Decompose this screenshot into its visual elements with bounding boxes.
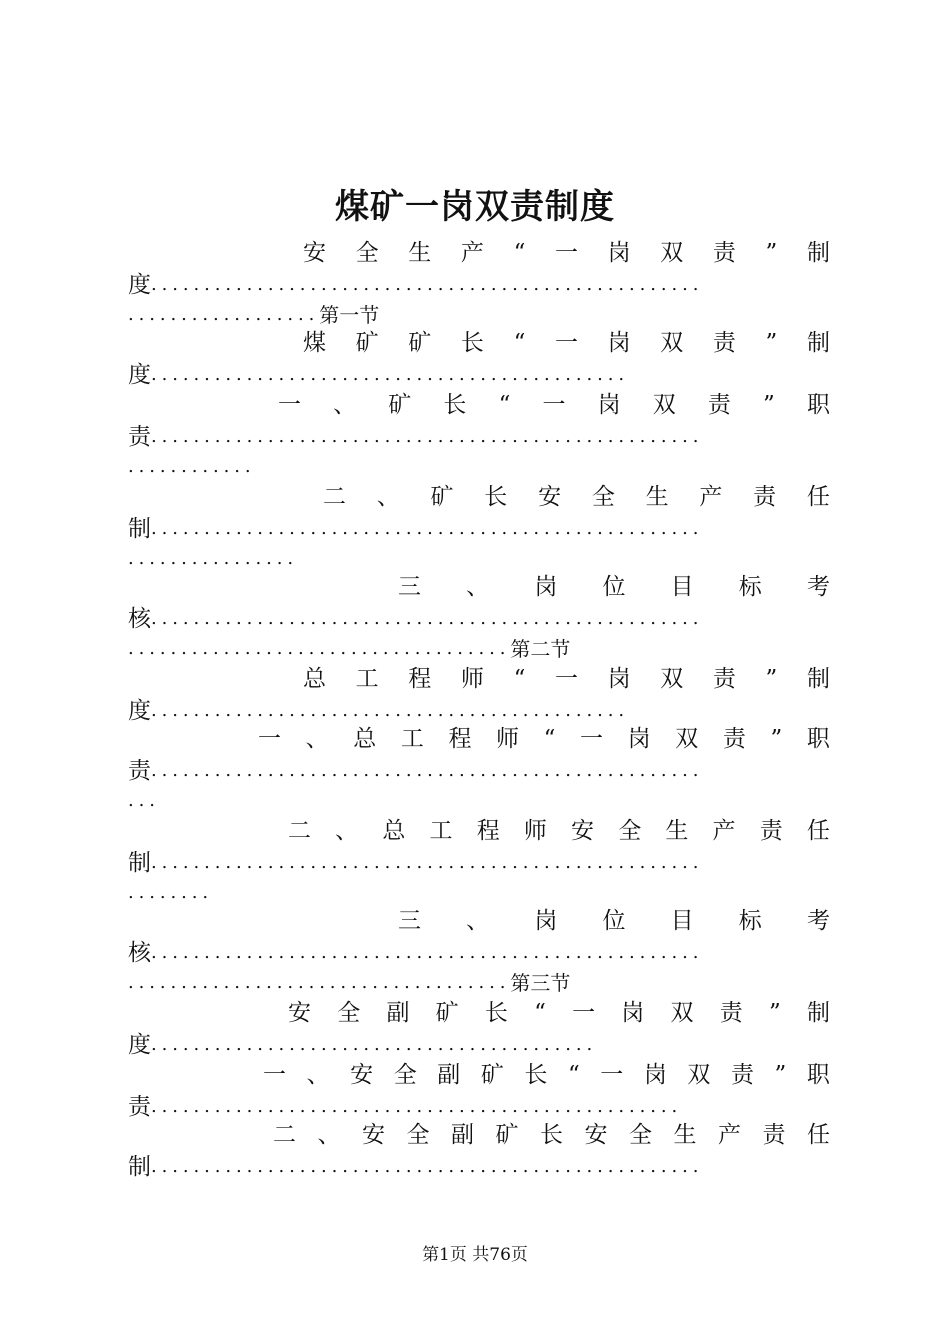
toc-heading-char: 双 bbox=[660, 666, 684, 692]
toc-heading-char: 制 bbox=[806, 330, 830, 356]
toc-heading bbox=[128, 480, 830, 514]
toc-heading-char: 任 bbox=[807, 1122, 830, 1148]
toc-heading-char: 二 bbox=[273, 1122, 296, 1148]
toc-heading-char: 职 bbox=[806, 1062, 830, 1088]
toc-heading-char: 岗 bbox=[607, 330, 631, 356]
toc-heading-char: 一 bbox=[554, 330, 578, 356]
toc-section-label: 第一节 bbox=[319, 303, 380, 327]
toc-heading-char: 矿 bbox=[388, 392, 412, 418]
toc-heading-char: 生 bbox=[408, 240, 432, 266]
toc-leader-line bbox=[128, 968, 830, 998]
toc-heading-char: 责 bbox=[762, 1122, 786, 1148]
toc-heading-char: 一 bbox=[572, 1000, 596, 1026]
toc-heading-char: 工 bbox=[355, 666, 379, 692]
toc-dot-leader: ........ bbox=[128, 882, 213, 903]
toc-heading-char: 位 bbox=[602, 574, 626, 600]
toc-heading-char: 长 bbox=[524, 1062, 548, 1088]
toc-heading-char: 双 bbox=[660, 240, 684, 266]
toc-heading-char: 岗 bbox=[534, 574, 558, 600]
toc-heading bbox=[128, 1058, 830, 1092]
toc-heading-char: 副 bbox=[451, 1122, 474, 1148]
toc-heading-char: 安 bbox=[584, 1122, 608, 1148]
toc-leader-line bbox=[128, 604, 830, 634]
toc-dot-leader: .................................................... bbox=[151, 942, 704, 963]
toc-heading-char: 煤 bbox=[303, 330, 326, 356]
toc-heading-char: ” bbox=[774, 1062, 787, 1088]
toc-heading-tail: 度 bbox=[128, 698, 151, 724]
toc-heading-char: ” bbox=[770, 726, 783, 752]
toc-heading-char: 职 bbox=[806, 726, 830, 752]
toc-heading-char: 安 bbox=[350, 1062, 374, 1088]
toc-heading-char: 、 bbox=[333, 392, 357, 418]
toc-heading-char: “ bbox=[513, 666, 526, 692]
toc-dot-leader: .................................................... bbox=[151, 852, 704, 873]
toc-heading-char: “ bbox=[567, 1062, 580, 1088]
toc-heading-char: 、 bbox=[317, 1122, 341, 1148]
toc-heading bbox=[128, 1118, 830, 1152]
toc-heading-char: 、 bbox=[466, 908, 490, 934]
toc-dot-leader: ............................................. bbox=[151, 364, 629, 385]
toc-heading-char: 标 bbox=[738, 908, 762, 934]
toc-heading-char: 岗 bbox=[621, 1000, 645, 1026]
toc-heading-char: 总 bbox=[353, 726, 377, 752]
toc-heading-char: 生 bbox=[665, 818, 689, 844]
toc-entry[interactable] bbox=[128, 904, 830, 998]
toc-heading-tail: 度 bbox=[128, 1032, 151, 1058]
toc-heading-char: 工 bbox=[400, 726, 424, 752]
toc-heading-char: 二 bbox=[323, 484, 346, 510]
toc-entry[interactable] bbox=[128, 996, 830, 1060]
toc-dot-leader: .................................................... bbox=[151, 760, 704, 781]
toc-heading-char: 责 bbox=[712, 330, 736, 356]
toc-heading-char: 矿 bbox=[355, 330, 379, 356]
toc-heading-char: 安 bbox=[571, 818, 595, 844]
toc-heading-char: 一 bbox=[554, 240, 578, 266]
toc-heading-tail: 核 bbox=[128, 940, 151, 966]
toc-heading-char: 双 bbox=[675, 726, 699, 752]
toc-heading-tail: 制 bbox=[128, 850, 151, 876]
toc-heading-char: 工 bbox=[429, 818, 453, 844]
toc-heading-char: “ bbox=[513, 330, 526, 356]
toc-dot-leader: ............................................. bbox=[151, 700, 629, 721]
toc-heading-char: 岗 bbox=[643, 1062, 667, 1088]
toc-leader-line bbox=[128, 452, 830, 482]
toc-heading-char: 安 bbox=[538, 484, 562, 510]
toc-heading-char: 师 bbox=[496, 726, 520, 752]
toc-dot-leader: .................................................. bbox=[151, 1096, 683, 1117]
toc-dot-leader: .................................................... bbox=[151, 518, 704, 539]
toc-heading-char: 、 bbox=[305, 726, 329, 752]
toc-entry[interactable] bbox=[128, 570, 830, 664]
toc-heading-char: 责 bbox=[722, 726, 746, 752]
toc-dot-leader: .................................................... bbox=[151, 274, 704, 295]
toc-heading-char: 双 bbox=[687, 1062, 711, 1088]
toc-heading-tail: 责 bbox=[128, 758, 151, 784]
toc-heading-char: 总 bbox=[303, 666, 326, 692]
toc-heading-char: 生 bbox=[645, 484, 669, 510]
toc-heading bbox=[128, 236, 830, 270]
toc-heading-char: 产 bbox=[712, 818, 736, 844]
toc-heading-tail: 责 bbox=[128, 424, 151, 450]
toc-heading-char: 任 bbox=[806, 484, 830, 510]
toc-heading-char: 程 bbox=[476, 818, 500, 844]
toc-entry[interactable] bbox=[128, 326, 830, 390]
toc-heading-tail: 制 bbox=[128, 1154, 151, 1180]
toc-entry[interactable] bbox=[128, 1058, 830, 1122]
toc-heading-char: 一 bbox=[554, 666, 578, 692]
toc-heading-char: 责 bbox=[759, 818, 783, 844]
toc-dot-leader: .................................................... bbox=[151, 426, 704, 447]
toc-heading-char: 责 bbox=[707, 392, 731, 418]
toc-heading bbox=[128, 326, 830, 360]
toc-heading-char: 总 bbox=[382, 818, 406, 844]
toc-dot-leader: .................................................... bbox=[151, 608, 704, 629]
toc-heading-char: “ bbox=[543, 726, 556, 752]
toc-heading-char: 考 bbox=[806, 908, 830, 934]
toc-entry[interactable] bbox=[128, 662, 830, 726]
toc-leader-line bbox=[128, 1152, 830, 1182]
toc-heading-char: 双 bbox=[670, 1000, 694, 1026]
toc-heading-char: 全 bbox=[629, 1122, 652, 1148]
toc-dot-leader: .................. bbox=[128, 304, 320, 325]
toc-heading bbox=[128, 722, 830, 756]
toc-heading-char: 一 bbox=[542, 392, 566, 418]
toc-heading-char: 程 bbox=[408, 666, 432, 692]
toc-heading-char: 长 bbox=[443, 392, 467, 418]
toc-entry[interactable] bbox=[128, 722, 830, 816]
toc-heading-char: 、 bbox=[466, 574, 490, 600]
toc-heading-char: 制 bbox=[806, 666, 830, 692]
toc-section-label: 第三节 bbox=[510, 971, 571, 995]
toc-heading-char: 双 bbox=[660, 330, 684, 356]
toc-heading-char: 全 bbox=[406, 1122, 430, 1148]
toc-heading-char: “ bbox=[498, 392, 511, 418]
toc-heading-char: 矿 bbox=[430, 484, 454, 510]
toc-heading-char: 责 bbox=[719, 1000, 743, 1026]
toc-heading-char: 制 bbox=[806, 1000, 830, 1026]
toc-heading-char: ” bbox=[765, 330, 778, 356]
toc-heading-char: 副 bbox=[386, 1000, 410, 1026]
toc-heading bbox=[128, 814, 830, 848]
toc-entry[interactable] bbox=[128, 480, 830, 574]
toc-leader-line bbox=[128, 756, 830, 786]
toc-section-label: 第二节 bbox=[510, 637, 571, 661]
toc-dot-leader: .................................................... bbox=[151, 1156, 704, 1177]
toc-heading-char: 位 bbox=[602, 908, 626, 934]
toc-heading-char: 三 bbox=[398, 908, 421, 934]
toc-heading-char: 岗 bbox=[534, 908, 558, 934]
toc-leader-line bbox=[128, 422, 830, 452]
toc-heading-char: 产 bbox=[699, 484, 723, 510]
toc-heading-char: 目 bbox=[670, 574, 694, 600]
toc-heading-tail: 制 bbox=[128, 516, 151, 542]
toc-heading-char: 副 bbox=[437, 1062, 461, 1088]
toc-heading bbox=[128, 388, 830, 422]
toc-heading-char: 一 bbox=[600, 1062, 624, 1088]
toc-heading-char: 责 bbox=[712, 240, 736, 266]
toc-heading-char: 一 bbox=[258, 726, 281, 752]
toc-heading-char: 、 bbox=[306, 1062, 330, 1088]
toc-heading-char: 责 bbox=[712, 666, 736, 692]
toc-heading-char: “ bbox=[534, 1000, 546, 1026]
toc-heading-char: 全 bbox=[355, 240, 379, 266]
toc-heading-char: 全 bbox=[591, 484, 615, 510]
toc-heading bbox=[128, 904, 830, 938]
toc-heading-char: ” bbox=[765, 666, 778, 692]
toc-leader-line bbox=[128, 848, 830, 878]
toc-heading bbox=[128, 570, 830, 604]
toc-heading-char: 一 bbox=[580, 726, 604, 752]
toc-entry[interactable] bbox=[128, 236, 830, 330]
toc-heading-char: 矿 bbox=[495, 1122, 519, 1148]
toc-heading-char: 矿 bbox=[435, 1000, 459, 1026]
toc-leader-line bbox=[128, 786, 830, 816]
toc-heading-tail: 核 bbox=[128, 606, 151, 632]
toc-dot-leader: .......................................... bbox=[151, 1034, 598, 1055]
toc-heading-char: 全 bbox=[618, 818, 642, 844]
toc-heading-char: ” bbox=[765, 240, 778, 266]
toc-leader-line bbox=[128, 360, 830, 390]
toc-heading-char: 师 bbox=[460, 666, 484, 692]
toc-heading-char: 安 bbox=[303, 240, 326, 266]
toc-heading-char: ” bbox=[768, 1000, 781, 1026]
toc-heading-char: 长 bbox=[540, 1122, 563, 1148]
toc-dot-leader: .................................... bbox=[128, 638, 511, 659]
toc-heading-char: 程 bbox=[448, 726, 472, 752]
toc-heading-char: 二 bbox=[288, 818, 311, 844]
toc-heading-char: 岗 bbox=[597, 392, 621, 418]
toc-heading-char: 、 bbox=[335, 818, 359, 844]
toc-heading-char: 一 bbox=[278, 392, 301, 418]
toc-heading-char: 长 bbox=[484, 1000, 508, 1026]
toc-heading-char: 生 bbox=[673, 1122, 697, 1148]
toc-heading-char: 矿 bbox=[480, 1062, 504, 1088]
toc-dot-leader: ... bbox=[128, 790, 160, 811]
toc-heading-char: 安 bbox=[362, 1122, 385, 1148]
toc-dot-leader: ............ bbox=[128, 456, 256, 477]
toc-heading-char: 双 bbox=[652, 392, 676, 418]
toc-heading-char: 岗 bbox=[607, 240, 631, 266]
toc-heading-char: 岗 bbox=[627, 726, 651, 752]
toc-heading-char: 责 bbox=[753, 484, 777, 510]
toc-heading-char: 责 bbox=[730, 1062, 754, 1088]
toc-heading-char: 长 bbox=[460, 330, 484, 356]
toc-leader-line bbox=[128, 514, 830, 544]
toc-heading-char: 标 bbox=[738, 574, 762, 600]
toc-heading-char: 产 bbox=[718, 1122, 741, 1148]
toc-heading-tail: 度 bbox=[128, 272, 151, 298]
toc-heading-tail: 度 bbox=[128, 362, 151, 388]
toc-heading-char: 考 bbox=[806, 574, 830, 600]
toc-heading-tail: 责 bbox=[128, 1094, 151, 1120]
toc-heading bbox=[128, 996, 830, 1030]
toc-heading-char: 任 bbox=[806, 818, 830, 844]
toc-heading-char: 三 bbox=[398, 574, 421, 600]
toc-heading-char: 、 bbox=[376, 484, 400, 510]
toc-leader-line bbox=[128, 634, 830, 664]
toc-heading-char: 职 bbox=[806, 392, 830, 418]
toc-heading-char: 岗 bbox=[607, 666, 631, 692]
toc-heading-char: 安 bbox=[288, 1000, 311, 1026]
toc-leader-line bbox=[128, 938, 830, 968]
toc-heading-char: 一 bbox=[263, 1062, 286, 1088]
toc-heading-char: 目 bbox=[670, 908, 694, 934]
page-title: 煤矿一岗双责制度 bbox=[335, 187, 615, 227]
toc-leader-line bbox=[128, 1030, 830, 1060]
toc-entry[interactable] bbox=[128, 814, 830, 908]
toc-heading-char: 全 bbox=[393, 1062, 417, 1088]
toc-heading-char: 制 bbox=[806, 240, 830, 266]
toc-entry[interactable] bbox=[128, 1118, 830, 1182]
toc-heading-char: 师 bbox=[523, 818, 547, 844]
toc-heading-char: 长 bbox=[484, 484, 508, 510]
toc-heading-char: 矿 bbox=[408, 330, 432, 356]
toc-heading-char: ” bbox=[763, 392, 775, 418]
toc-dot-leader: ................ bbox=[128, 548, 298, 569]
toc-leader-line bbox=[128, 270, 830, 300]
toc-dot-leader: .................................... bbox=[128, 972, 511, 993]
toc-heading-char: “ bbox=[513, 240, 526, 266]
toc-heading-char: 产 bbox=[460, 240, 484, 266]
page-footer: 第1页 共76页 bbox=[422, 1245, 528, 1265]
toc-heading-char: 全 bbox=[337, 1000, 361, 1026]
toc-heading bbox=[128, 662, 830, 696]
toc-entry[interactable] bbox=[128, 388, 830, 482]
